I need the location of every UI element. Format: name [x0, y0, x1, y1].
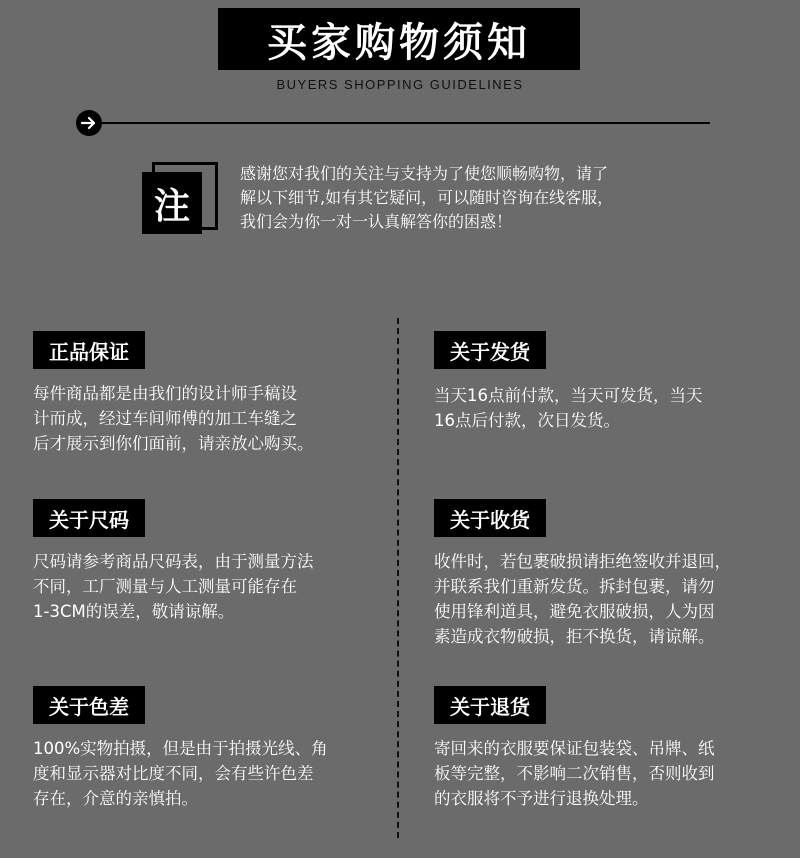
section-line: 尺码请参考商品尺码表，由于测量方法 — [33, 552, 314, 571]
section-line: 的衣服将不予进行退换处理。 — [434, 789, 649, 808]
section-line: 16点后付款，次日发货。 — [434, 411, 620, 430]
section-body-shipping — [434, 383, 703, 433]
section-body-returns — [434, 736, 715, 811]
section-title-genuine: 正品保证 — [33, 331, 145, 369]
section-body-size — [33, 549, 314, 624]
section-line: 度和显示器对比度不同，会有些许色差 — [33, 764, 314, 783]
section-line: 100%实物拍摄，但是由于拍摄光线、角 — [33, 739, 328, 758]
intro-line: 我们会为你一对一认真解答你的困惑！ — [240, 212, 513, 231]
section-line: 计而成，经过车间师傅的加工车缝之 — [33, 409, 297, 428]
section-line: 后才展示到你们面前，请亲放心购买。 — [33, 434, 314, 453]
section-line: 使用锋利道具，避免衣服破损，人为因 — [434, 602, 715, 621]
section-title-color: 关于色差 — [33, 686, 145, 724]
section-title-receiving: 关于收货 — [434, 499, 546, 537]
section-title-returns: 关于退货 — [434, 686, 546, 724]
title-banner — [218, 8, 580, 70]
section-line: 并联系我们重新发货。拆封包裹，请勿 — [434, 577, 715, 596]
column-divider — [397, 318, 399, 838]
section-line: 收件时，若包裹破损请拒绝签收并退回， — [434, 552, 731, 571]
intro-line: 感谢您对我们的关注与支持为了使您顺畅购物，请了 — [240, 164, 609, 183]
intro-line: 解以下细节,如有其它疑问，可以随时咨询在线客服， — [240, 188, 614, 207]
note-badge: 注 — [142, 172, 202, 234]
page-title: 买家购物须知 — [267, 19, 531, 66]
section-body-genuine — [33, 381, 314, 456]
page-subtitle: BUYERS SHOPPING GUIDELINES — [276, 77, 524, 92]
section-line: 素造成衣物破损，拒不换货，请谅解。 — [434, 627, 715, 646]
section-title-shipping: 关于发货 — [434, 331, 546, 369]
arrow-right-icon — [76, 110, 102, 136]
section-line: 寄回来的衣服要保证包装袋、吊牌、纸 — [434, 739, 715, 758]
section-body-color — [33, 736, 328, 811]
section-line: 不同，工厂测量与人工测量可能存在 — [33, 577, 297, 596]
intro-text — [240, 162, 670, 234]
section-line: 1-3CM的误差，敬请谅解。 — [33, 602, 235, 621]
section-line: 每件商品都是由我们的设计师手稿设 — [33, 384, 297, 403]
section-line: 当天16点前付款，当天可发货，当天 — [434, 386, 703, 405]
section-line: 存在，介意的亲慎拍。 — [33, 789, 198, 808]
header-divider — [100, 122, 710, 124]
section-line: 板等完整，不影响二次销售，否则收到 — [434, 764, 715, 783]
section-title-size: 关于尺码 — [33, 499, 145, 537]
section-body-receiving — [434, 549, 731, 649]
